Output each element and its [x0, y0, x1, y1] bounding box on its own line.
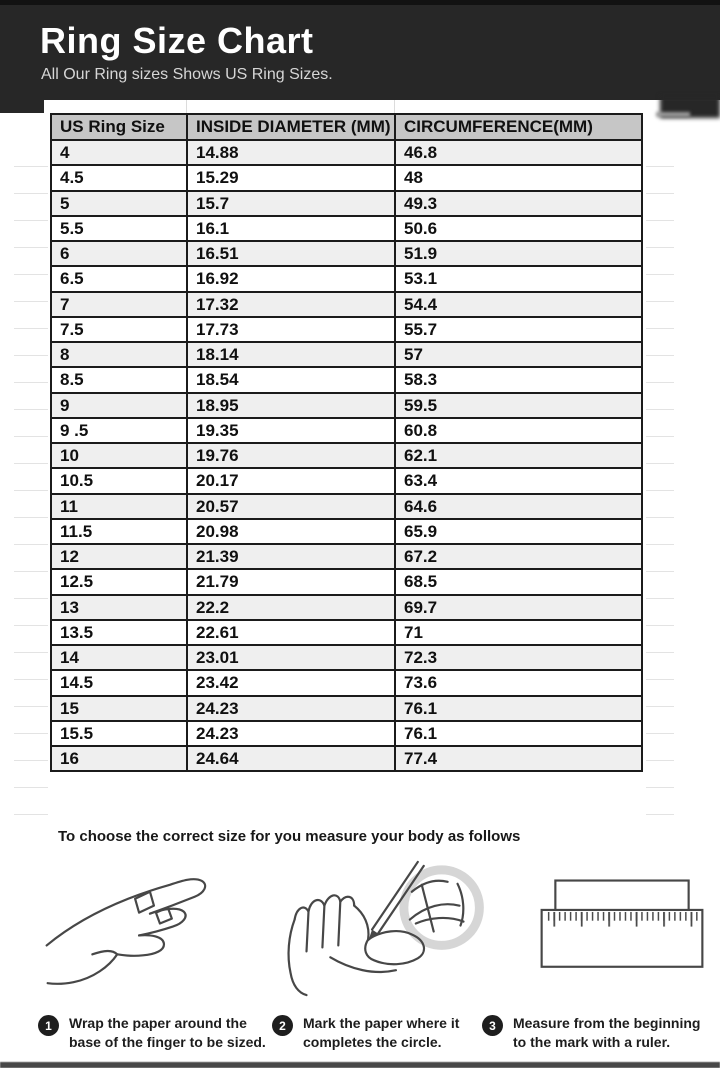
table-cell: 16.92: [187, 266, 395, 291]
step-3-number-badge: 3: [482, 1015, 503, 1036]
table-row: [51, 140, 642, 165]
col-header-us-ring-size: US Ring Size: [51, 114, 187, 140]
page-title: Ring Size Chart: [40, 20, 314, 61]
table-cell: 55.7: [395, 317, 642, 342]
table-cell: 7.5: [51, 317, 187, 342]
table-cell: 60.8: [395, 418, 642, 443]
table-cell: 5.5: [51, 216, 187, 241]
table-cell: 17.73: [187, 317, 395, 342]
table-cell: 15.29: [187, 165, 395, 190]
table-cell: 14.88: [187, 140, 395, 165]
header-band: [0, 0, 720, 100]
table-cell: 76.1: [395, 721, 642, 746]
table-cell: 15.7: [187, 191, 395, 216]
table-row: [51, 721, 642, 746]
table-cell: 48: [395, 165, 642, 190]
table-cell: 15.5: [51, 721, 187, 746]
table-cell: 19.76: [187, 443, 395, 468]
table-cell: 77.4: [395, 746, 642, 771]
table-cell: 58.3: [395, 367, 642, 392]
table-cell: 20.17: [187, 468, 395, 493]
step-1-text: Wrap the paper around the base of the finger to be sized.: [69, 1015, 266, 1051]
table-cell: 16.1: [187, 216, 395, 241]
gridline-stub: [186, 100, 187, 114]
table-cell: 12.5: [51, 569, 187, 594]
table-cell: 11.5: [51, 519, 187, 544]
table-cell: 49.3: [395, 191, 642, 216]
table-cell: 63.4: [395, 468, 642, 493]
table-cell: 24.23: [187, 721, 395, 746]
table-cell: 7: [51, 292, 187, 317]
col-header-circumference: CIRCUMFERENCE(MM): [395, 114, 642, 140]
table-cell: 4: [51, 140, 187, 165]
table-cell: 18.54: [187, 367, 395, 392]
step-2-number-badge: 2: [272, 1015, 293, 1036]
gridline-stub: [394, 100, 395, 114]
table-cell: 62.1: [395, 443, 642, 468]
table-row: [51, 519, 642, 544]
table-cell: 6: [51, 241, 187, 266]
table-cell: 23.01: [187, 645, 395, 670]
mark-paper-hand-icon: [266, 854, 504, 1008]
table-cell: 18.14: [187, 342, 395, 367]
ring-size-table-wrap: [50, 113, 643, 772]
step-3-text: Measure from the beginning to the mark with a ruler.: [513, 1015, 701, 1051]
table-row: [51, 216, 642, 241]
table-cell: 14.5: [51, 670, 187, 695]
table-cell: 13.5: [51, 620, 187, 645]
table-row: [51, 544, 642, 569]
table-cell: 59.5: [395, 393, 642, 418]
table-row: [51, 746, 642, 771]
table-row: [51, 241, 642, 266]
table-cell: 4.5: [51, 165, 187, 190]
table-cell: 54.4: [395, 292, 642, 317]
table-header-row: [51, 114, 642, 140]
table-cell: 9 .5: [51, 418, 187, 443]
table-row: [51, 393, 642, 418]
table-cell: 15: [51, 696, 187, 721]
table-cell: 50.6: [395, 216, 642, 241]
table-cell: 13: [51, 595, 187, 620]
table-cell: 22.2: [187, 595, 395, 620]
table-cell: 65.9: [395, 519, 642, 544]
step-2-text: Mark the paper where it completes the circle.: [303, 1015, 460, 1051]
header-top-line: [0, 0, 720, 5]
table-row: [51, 620, 642, 645]
illustration-row: [28, 854, 700, 1008]
table-row: [51, 165, 642, 190]
ring-size-table-body: [51, 140, 642, 771]
table-cell: 21.79: [187, 569, 395, 594]
table-row: [51, 266, 642, 291]
table-cell: 20.98: [187, 519, 395, 544]
table-row: [51, 367, 642, 392]
table-row: [51, 342, 642, 367]
header-edge-notch-left: [0, 100, 44, 113]
table-cell: 51.9: [395, 241, 642, 266]
table-cell: 72.3: [395, 645, 642, 670]
table-cell: 9: [51, 393, 187, 418]
wrap-paper-hand-icon: [28, 854, 266, 1008]
table-cell: 10: [51, 443, 187, 468]
table-row: [51, 443, 642, 468]
table-cell: 8: [51, 342, 187, 367]
table-cell: 10.5: [51, 468, 187, 493]
table-row: [51, 191, 642, 216]
table-row: [51, 670, 642, 695]
table-cell: 12: [51, 544, 187, 569]
table-cell: 8.5: [51, 367, 187, 392]
table-row: [51, 645, 642, 670]
col-header-inside-diameter: INSIDE DIAMETER (MM): [187, 114, 395, 140]
steps-row: [38, 1014, 706, 1053]
table-row: [51, 494, 642, 519]
gridline-stubs-right: [646, 140, 674, 816]
table-cell: 16.51: [187, 241, 395, 266]
mark-paper-hand-illustration: [266, 854, 504, 1008]
ruler-icon: [524, 854, 720, 1008]
bottom-edge-strip: [0, 1062, 720, 1068]
table-cell: 21.39: [187, 544, 395, 569]
table-cell: 24.23: [187, 696, 395, 721]
table-row: [51, 569, 642, 594]
table-row: [51, 468, 642, 493]
step-3: [482, 1014, 706, 1053]
table-cell: 5: [51, 191, 187, 216]
step-1-number-badge: 1: [38, 1015, 59, 1036]
wrap-paper-hand-illustration: [28, 854, 266, 1008]
table-cell: 14: [51, 645, 187, 670]
table-cell: 57: [395, 342, 642, 367]
table-cell: 6.5: [51, 266, 187, 291]
gridline-stubs-left: [14, 140, 48, 816]
step-1: [38, 1014, 272, 1053]
table-cell: 18.95: [187, 393, 395, 418]
table-cell: 16: [51, 746, 187, 771]
table-cell: 73.6: [395, 670, 642, 695]
table-row: [51, 595, 642, 620]
table-cell: 67.2: [395, 544, 642, 569]
table-cell: 71: [395, 620, 642, 645]
step-2: [272, 1014, 482, 1053]
measure-instruction-heading: To choose the correct size for you measure your body as follows: [58, 828, 521, 845]
table-row: [51, 317, 642, 342]
table-cell: 17.32: [187, 292, 395, 317]
table-row: [51, 696, 642, 721]
table-cell: 19.35: [187, 418, 395, 443]
table-row: [51, 292, 642, 317]
table-cell: 46.8: [395, 140, 642, 165]
table-cell: 64.6: [395, 494, 642, 519]
table-cell: 24.64: [187, 746, 395, 771]
table-row: [51, 418, 642, 443]
table-cell: 11: [51, 494, 187, 519]
ring-size-table: [50, 113, 643, 772]
table-cell: 53.1: [395, 266, 642, 291]
photo-smudge: [656, 112, 690, 117]
table-cell: 23.42: [187, 670, 395, 695]
table-cell: 20.57: [187, 494, 395, 519]
table-cell: 76.1: [395, 696, 642, 721]
table-cell: 22.61: [187, 620, 395, 645]
table-cell: 69.7: [395, 595, 642, 620]
table-cell: 68.5: [395, 569, 642, 594]
page-subtitle: All Our Ring sizes Shows US Ring Sizes.: [41, 66, 333, 83]
ruler-measure-illustration: [524, 854, 720, 1008]
